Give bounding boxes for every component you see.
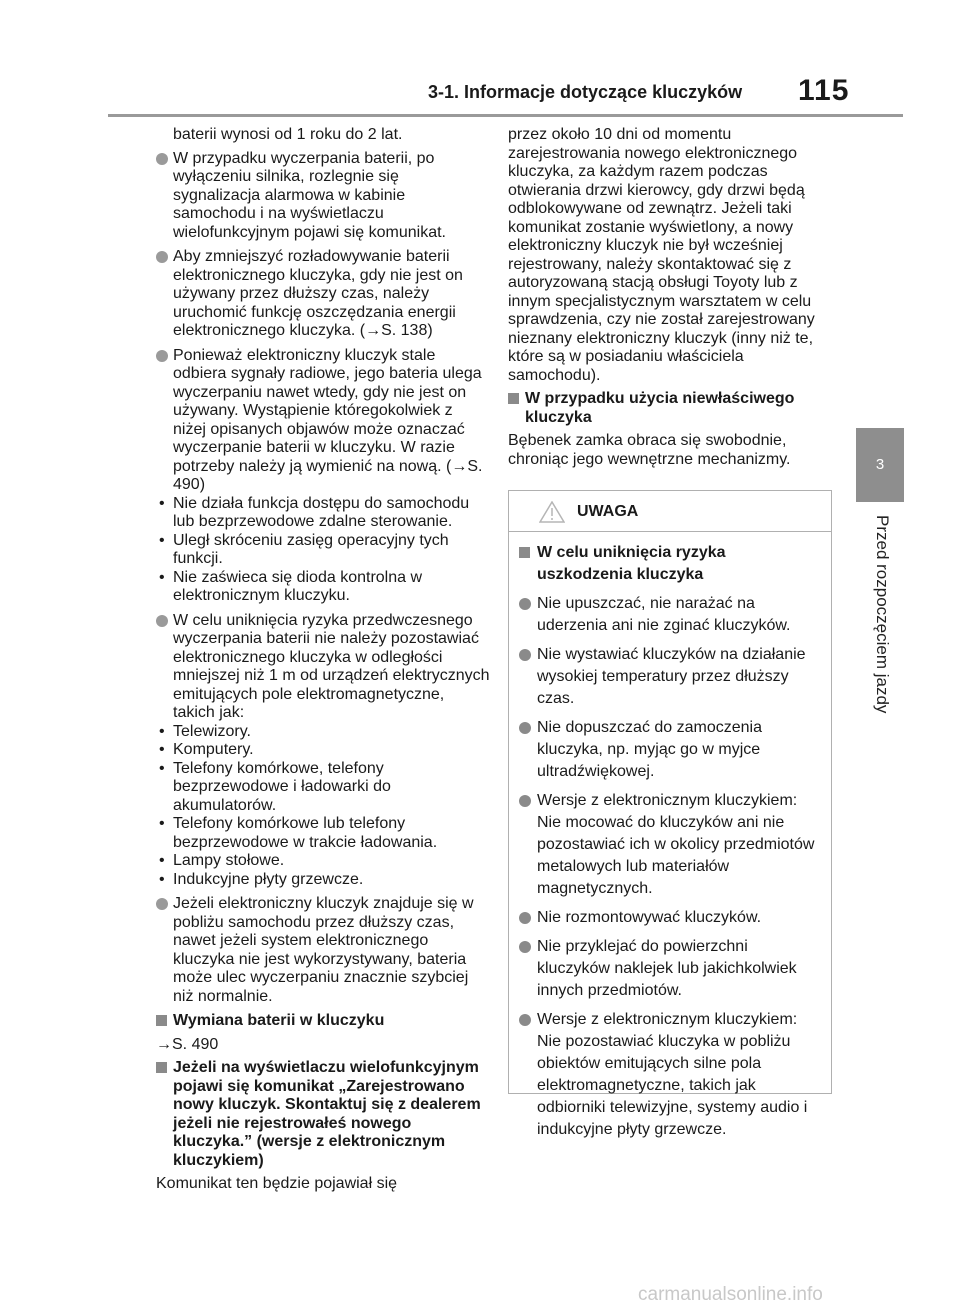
warning-icon	[539, 501, 565, 523]
message-continuation: przez około 10 dni od momentu zarejestrowania nowego elektronicznego kluczyka, za każdym razem podczas otwierania drzwi kierowcy, gdy drzwi będą odblokowywane od zewnątrz. Jeżeli taki komunikat zostanie wyświetlony, a nowy elektroniczny kluczyk nie był wcześniej rejestrowany, należy skontaktować się z autoryzowaną stacją obsługi Toyoty lub z innym specjalistycznym warsztatem w celu sprawdzenia, czy nie został zarejestrowany nieznany elektroniczny kluczyk (inny niż te, które są w posiadaniu właściciela samochodu).	[508, 126, 815, 384]
notice-item: Wersje z elektronicznym kluczykiem: Nie mocować do kluczyków ani nie pozostawiać ich w okolicy przedmiotów metalowych lub materiałów magnetycznych.	[519, 790, 821, 900]
bullet-battery-alarm: W przypadku wyczerpania baterii, po wyłączeniu silnika, rozlegnie się sygnalizacja alarmowa w kabinie samochodu i na wyświetlaczu wielofunkcyjnym pojawi się komunikat.	[156, 150, 490, 243]
header-rule	[108, 114, 903, 117]
right-column	[508, 126, 833, 474]
dash-item: • Telewizory.	[156, 723, 490, 742]
message-text: Komunikat ten będzie pojawiał się	[156, 1175, 398, 1192]
notice-item: Nie dopuszczać do zamoczenia kluczyka, np. myjąc go w myjce ultradźwiękowej.	[519, 717, 821, 783]
heading-wrong-key: W przypadku użycia niewłaściwego kluczyka	[508, 390, 833, 427]
page-reference: →S. 490	[156, 1035, 219, 1053]
dash-item: • Komputery.	[156, 741, 490, 760]
notice-body	[509, 532, 831, 1141]
notice-item: Nie przyklejać do powierzchni kluczyków naklejek lub jakichkolwiek innych przedmiotów.	[519, 936, 821, 1002]
dash-item: • Nie zaświeca się dioda kontrolna w elektronicznym kluczyku.	[156, 569, 490, 606]
bullet-key-near-car: Jeżeli elektroniczny kluczyk znajduje się w pobliżu samochodu przez dłuższy czas, nawet jeżeli system elektronicznego kluczyka nie jest wykorzystywany, bateria może ulec wyczerpaniu znacznie szybciej niż normalnie.	[156, 895, 490, 1006]
page-number: 115	[798, 74, 850, 107]
notice-header	[509, 491, 831, 532]
intro-text: baterii wynosi od 1 roku do 2 lat.	[173, 126, 403, 143]
notice-item: Wersje z elektronicznym kluczykiem: Nie pozostawiać kluczyka w pobliżu obiektów emitujących silne pola elektromagnetyczne, takich jak odbiorniki telewizyjne, systemy audio i indukcyjne płyty grzewcze.	[519, 1009, 821, 1141]
notice-item: Nie upuszczać, nie narażać na uderzenia ani nie zginać kluczyków.	[519, 593, 821, 637]
notice-box	[508, 490, 832, 1138]
notice-item: Nie wystawiać kluczyków na działanie wysokiej temperatury przez dłuższy czas.	[519, 644, 821, 710]
bullet-energy-saving: Aby zmniejszyć rozładowywanie baterii elektronicznego kluczyka, gdy nie jest on używany przez dłuższy czas, należy uruchomić funkcję oszczędzania energii elektronicznego kluczyka. (→S. 138)	[156, 248, 490, 341]
heading-battery-replacement: Wymiana baterii w kluczyku	[156, 1012, 490, 1031]
dash-item: • Telefony komórkowe, telefony bezprzewodowe i ładowarki do akumulatorów.	[156, 760, 490, 816]
left-column	[156, 126, 490, 1199]
section-title: 3-1. Informacje dotyczące kluczyków	[428, 82, 743, 102]
chapter-label: Przed rozpoczęciem jazdy	[873, 515, 892, 714]
dash-item: • Indukcyjne płyty grzewcze.	[156, 871, 490, 890]
dash-item: • Telefony komórkowe lub telefony bezprzewodowe w trakcie ładowania.	[156, 815, 490, 852]
notice-heading: W celu uniknięcia ryzyka uszkodzenia kluczyka	[519, 542, 821, 586]
heading-new-key-message: Jeżeli na wyświetlaczu wielofunkcyjnym pojawi się komunikat „Zarejestrowano nowy kluczyk. Skontaktuj się z dealerem jeżeli nie rejestrowałeś nowego kluczyka.” (wersje z elektronicznym kluczykiem)	[156, 1059, 490, 1170]
watermark: carmanualsonline.info	[638, 1284, 823, 1305]
chapter-number: 3	[875, 456, 885, 473]
notice-item: Nie rozmontowywać kluczyków.	[519, 907, 821, 929]
dash-item: • Nie działa funkcja dostępu do samochodu lub bezprzewodowe zdalne sterowanie.	[156, 495, 490, 532]
notice-title: UWAGA	[577, 503, 639, 520]
dash-item: • Uległ skróceniu zasięg operacyjny tych funkcji.	[156, 532, 490, 569]
bullet-battery-drain: Ponieważ elektroniczny kluczyk stale odbiera sygnały radiowe, jego bateria ulega wyczerpaniu nawet wtedy, gdy nie jest on używany. Wystąpienie któregokolwiek z niżej opisanych objawów może oznaczać wyczerpanie baterii w kluczyku. W razie potrzeby należy ją wymienić na nową. (→S. 490)	[156, 347, 490, 495]
bullet-em-devices: W celu uniknięcia ryzyka przedwczesnego wyczerpania baterii nie należy pozostawiać elektronicznego kluczyka w odległości mniejszej niż 1 m od urządzeń elektrycznych emitujących pole elektromagnetyczne, takich jak:	[156, 612, 490, 723]
dash-item: • Lampy stołowe.	[156, 852, 490, 871]
wrong-key-text: Bębenek zamka obraca się swobodnie, chroniąc jego wewnętrzne mechanizmy.	[508, 432, 791, 468]
